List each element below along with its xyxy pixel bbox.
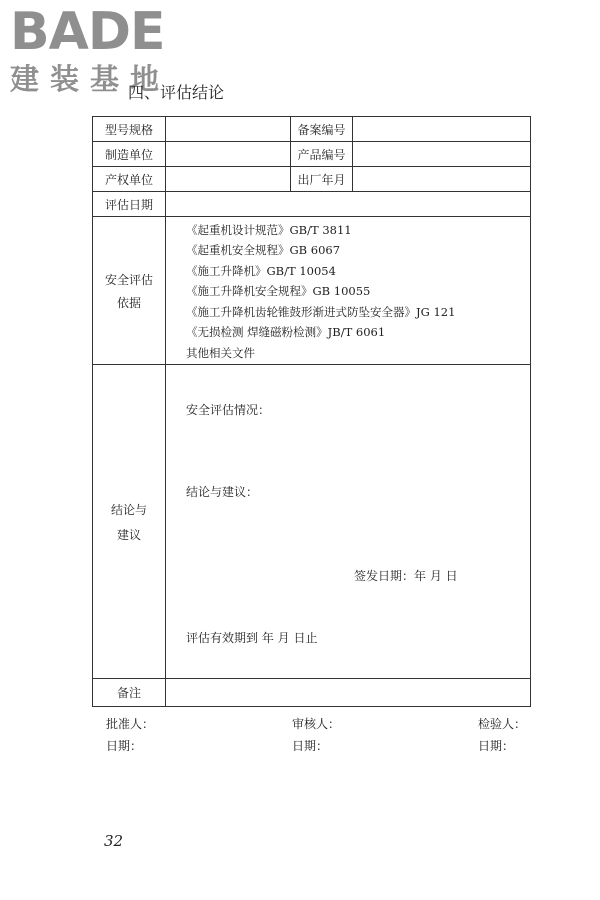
list-item: 《起重机安全规程》GB 6067 bbox=[186, 243, 341, 258]
inspector-date-label: 日期： bbox=[478, 739, 515, 753]
record-number-label: 备案编号 bbox=[291, 117, 353, 142]
record-number-value bbox=[353, 117, 531, 142]
product-number-value bbox=[353, 142, 531, 167]
owner-unit-label: 产权单位 bbox=[93, 167, 166, 192]
reviewer-date-label: 日期： bbox=[292, 739, 329, 753]
model-spec-label: 型号规格 bbox=[93, 117, 166, 142]
owner-unit-value bbox=[166, 167, 291, 192]
table-row bbox=[93, 365, 531, 679]
safety-basis-list bbox=[166, 217, 531, 365]
table-row bbox=[93, 192, 531, 217]
remarks-label: 备注 bbox=[93, 679, 166, 707]
list-item: 《无损检测 焊缝磁粉检测》JB/T 6061 bbox=[186, 325, 386, 340]
conclusion-advice-label: 结论与建议： bbox=[186, 485, 259, 499]
conclusion-label-line1: 结论与 bbox=[110, 502, 147, 517]
safety-basis-label-line1: 安全评估 bbox=[104, 272, 153, 287]
approver-label: 批准人： bbox=[106, 717, 155, 731]
manufacture-date-value bbox=[353, 167, 531, 192]
list-item: 《起重机设计规范》GB/T 3811 bbox=[186, 222, 352, 237]
safety-situation-label: 安全评估情况： bbox=[186, 403, 271, 417]
sign-date: 签发日期：年 月 日 bbox=[354, 569, 458, 583]
list-item: 《施工升降机齿轮锥鼓形渐进式防坠安全器》JG 121 bbox=[186, 304, 456, 319]
safety-basis-label bbox=[93, 217, 166, 365]
page-number: 32 bbox=[104, 832, 124, 850]
manufacture-date-label: 出厂年月 bbox=[291, 167, 353, 192]
model-spec-value bbox=[166, 117, 291, 142]
evaluation-form-table bbox=[92, 116, 531, 707]
table-row bbox=[93, 167, 531, 192]
conclusion-content bbox=[166, 365, 531, 679]
manufacturer-label: 制造单位 bbox=[93, 142, 166, 167]
table-row bbox=[93, 217, 531, 365]
table-row bbox=[93, 142, 531, 167]
table-row bbox=[93, 117, 531, 142]
remarks-value bbox=[166, 679, 531, 707]
product-number-label: 产品编号 bbox=[291, 142, 353, 167]
logo-subtitle: 建装基地 bbox=[10, 62, 171, 96]
safety-basis-label-line2: 依据 bbox=[116, 295, 141, 310]
list-item: 《施工升降机安全规程》GB 10055 bbox=[186, 284, 371, 299]
reviewer-label: 审核人： bbox=[292, 717, 341, 731]
manufacturer-value bbox=[166, 142, 291, 167]
table-row bbox=[93, 679, 531, 707]
conclusion-label-line2: 建议 bbox=[116, 527, 141, 542]
list-item: 其他相关文件 bbox=[186, 345, 255, 360]
list-item: 《施工升降机》GB/T 10054 bbox=[186, 263, 336, 278]
conclusion-label bbox=[93, 365, 166, 679]
approver-date-label: 日期： bbox=[106, 739, 143, 753]
inspector-label: 检验人： bbox=[478, 717, 527, 731]
logo-wordmark: BADE bbox=[10, 2, 165, 62]
evaluation-date-label: 评估日期 bbox=[93, 192, 166, 217]
section-title: 四、评估结论 bbox=[128, 83, 225, 102]
valid-until: 评估有效期到 年 月 日止 bbox=[186, 631, 318, 645]
evaluation-date-value bbox=[166, 192, 531, 217]
